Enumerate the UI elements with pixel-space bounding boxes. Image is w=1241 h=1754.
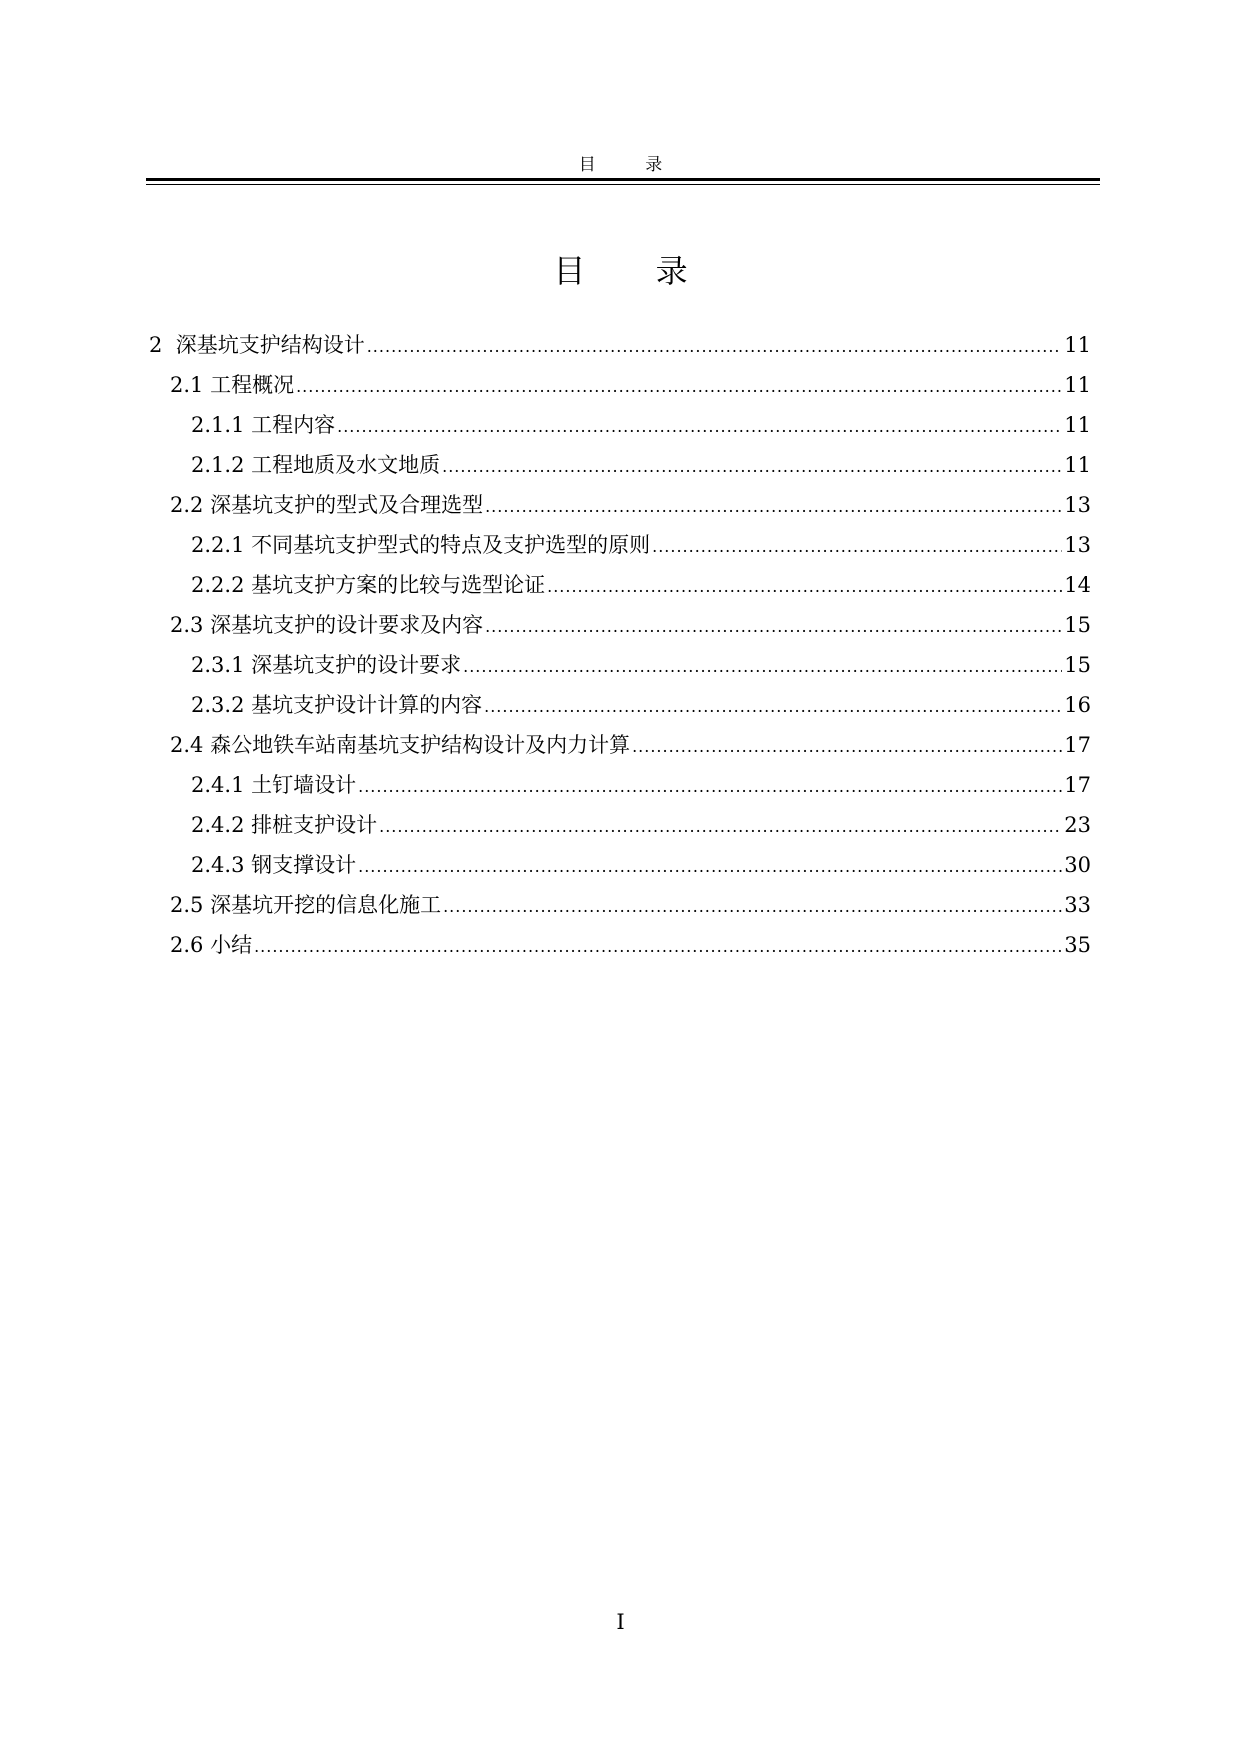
toc-entry[interactable]: [170, 730, 1091, 760]
toc-entry-number: 2.3: [170, 613, 211, 637]
toc-entry-page: 11: [1064, 333, 1091, 357]
toc-entry[interactable]: [191, 770, 1091, 800]
toc-entry-number: 2.3.1: [191, 653, 252, 677]
toc-entry-number: 2.4.2: [191, 813, 252, 837]
toc-entry-title: 小结: [210, 933, 253, 957]
toc-entry-number: 2.2.2: [191, 573, 252, 597]
toc-entry[interactable]: [191, 450, 1091, 480]
dot-leader: [484, 692, 1062, 722]
toc-entry-page: 14: [1064, 573, 1091, 597]
toc-entry-title: 钢支撑设计: [251, 853, 357, 877]
toc-entry-title: 深基坑支护的设计要求: [251, 653, 462, 677]
toc-entry-page: 13: [1064, 493, 1091, 517]
dot-leader: [358, 852, 1062, 882]
toc-entry-title: 土钉墙设计: [251, 773, 357, 797]
toc-entry-number: 2.3.2: [191, 693, 252, 717]
toc-entry-number: 2.1: [170, 373, 211, 397]
page-title: 目 录: [553, 252, 718, 290]
toc-entry-number: 2: [149, 333, 176, 357]
toc-entry-title: 工程地质及水文地质: [251, 453, 441, 477]
running-header: 目 录: [578, 155, 685, 175]
dot-leader: [442, 452, 1062, 482]
dot-leader: [296, 372, 1062, 402]
dot-leader: [652, 532, 1062, 562]
toc-entry-page: 17: [1064, 733, 1091, 757]
toc-entry-page: 15: [1064, 613, 1091, 637]
dot-leader: [443, 892, 1062, 922]
toc-entry[interactable]: [191, 850, 1091, 880]
toc-entry-number: 2.4.3: [191, 853, 252, 877]
toc-entry[interactable]: [191, 530, 1091, 560]
dot-leader: [485, 492, 1062, 522]
dot-leader: [463, 652, 1062, 682]
toc-entry-title: 森公地铁车站南基坑支护结构设计及内力计算: [210, 733, 631, 757]
toc-entry-page: 11: [1064, 453, 1091, 477]
toc-entry[interactable]: [191, 570, 1091, 600]
toc-entry[interactable]: [149, 330, 1091, 360]
toc-entry[interactable]: [191, 410, 1091, 440]
toc-entry-title: 工程内容: [251, 413, 336, 437]
toc-entry-title: 深基坑开挖的信息化施工: [210, 893, 442, 917]
toc-entry-number: 2.6: [170, 933, 211, 957]
toc-entry-number: 2.1.1: [191, 413, 252, 437]
toc-entry-number: 2.4: [170, 733, 211, 757]
toc-entry[interactable]: [191, 810, 1091, 840]
page-number: I: [616, 1610, 625, 1634]
toc-entry-page: 33: [1064, 893, 1091, 917]
toc-entry[interactable]: [170, 370, 1091, 400]
toc-entry-title: 深基坑支护结构设计: [175, 333, 365, 357]
toc-entry-page: 11: [1064, 413, 1091, 437]
toc-entry-page: 15: [1064, 653, 1091, 677]
toc-entry-page: 23: [1064, 813, 1091, 837]
toc-entry-page: 11: [1064, 373, 1091, 397]
dot-leader: [358, 772, 1062, 802]
toc-entry[interactable]: [170, 610, 1091, 640]
toc-entry[interactable]: [191, 690, 1091, 720]
toc-entry-page: 13: [1064, 533, 1091, 557]
toc-entry-page: 30: [1064, 853, 1091, 877]
toc-entry-page: 16: [1064, 693, 1091, 717]
toc-entry-page: 35: [1064, 933, 1091, 957]
toc-entry-page: 17: [1064, 773, 1091, 797]
toc-entry[interactable]: [170, 890, 1091, 920]
dot-leader: [367, 332, 1063, 362]
toc-entry-title: 排桩支护设计: [251, 813, 378, 837]
toc-entry-number: 2.2: [170, 493, 211, 517]
toc-entry-number: 2.5: [170, 893, 211, 917]
toc-entry[interactable]: [191, 650, 1091, 680]
dot-leader: [254, 932, 1062, 962]
toc-entry-number: 2.4.1: [191, 773, 252, 797]
toc-entry-number: 2.1.2: [191, 453, 252, 477]
dot-leader: [379, 812, 1062, 842]
header-rule: [146, 178, 1100, 186]
toc-entry-title: 深基坑支护的设计要求及内容: [210, 613, 484, 637]
toc-entry-title: 工程概况: [210, 373, 295, 397]
dot-leader: [337, 412, 1062, 442]
toc-entry-number: 2.2.1: [191, 533, 252, 557]
dot-leader: [485, 612, 1062, 642]
toc-entry[interactable]: [170, 930, 1091, 960]
dot-leader: [632, 732, 1062, 762]
dot-leader: [547, 572, 1062, 602]
toc-entry-title: 不同基坑支护型式的特点及支护选型的原则: [251, 533, 651, 557]
toc-entry-title: 深基坑支护的型式及合理选型: [210, 493, 484, 517]
toc-entry-title: 基坑支护设计计算的内容: [251, 693, 483, 717]
toc-entry[interactable]: [170, 490, 1091, 520]
toc-entry-title: 基坑支护方案的比较与选型论证: [251, 573, 546, 597]
